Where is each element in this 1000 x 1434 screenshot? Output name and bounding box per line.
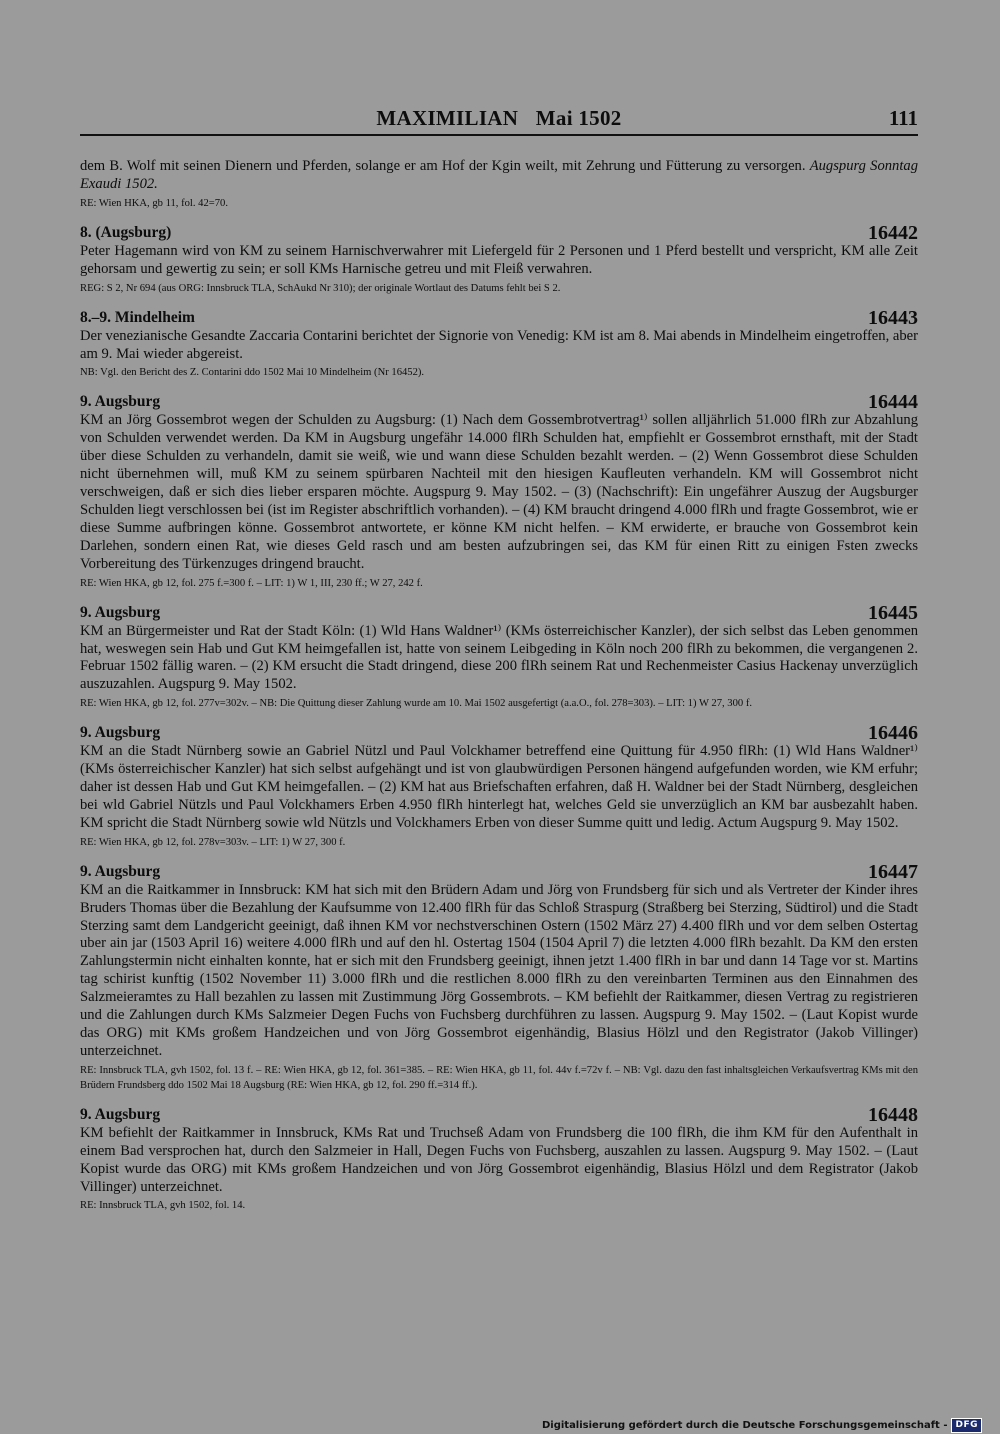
digitization-footer [542,1418,982,1432]
entry-body: KM an die Raitkammer in Innsbruck: KM hat sich mit den Brüdern Adam und Jörg von Frundsberg für sich und als Vertreter der Kinder ihres Bruders Thomas über die Bezahlung der Kaufsumme von 12.400 flRh für das Schloß Straspurg (Straßberg bei Sterzing, Südtirol) und die Stadt Sterzing samt dem Landgericht geeinigt, daß ihnen KM vor nechstverschinen Ostern (1502 März 27) 4.400 flRh und vor dem selben Ostertag uber ain jar (1503 April 16) weitere 4.000 flRh und auf den hl. Ostertag 1504 (1504 April 7) die letzten 4.000 flRh bezahlt. Da KM den ersten Zahlungstermin nicht einhalten konnte, hat er sich mit den Frundsberg geeinigt, ihnen jetzt 1.400 flRh in bar und dann 14 Tage vor st. Martins tag schirist kunftig (1502 November 11) 3.000 flRh und die restlichen 8.000 flRh zu den vereinbarten Terminen aus den Einnahmen des Salzmeieramtes zu Hall bezahlen zu lassen mit Zustimmung Jörg Gossembrots. – KM befiehlt der Raitkammer, diesen Vertrag zu registrieren und die Zahlungen durch KMs Salzmeier Degen Fuchs von Fuchsberg durchführen zu lassen. Augspurg 9. May 1502. – (Laut Kopist wurde das ORG) mit KMs großem Handzeichen und von Jörg Gossembrot eigenhändig, Blasius Hölzl und den Registrator (Jakob Villinger) unterzeichnet. [80,881,918,1059]
register-entry-16442 [80,222,918,296]
entry-date: 9. Augsburg [80,724,161,742]
entry-body: Peter Hagemann wird von KM zu seinem Harnischverwahrer mit Liefergeld für 2 Personen und 1 Pferd bestellt und verspricht, KM alle Zeit gehorsam und gewertig zu sein; er soll KMs Harnische getreu und mit Fleiß verwahren. [80,242,918,277]
entry-reference: RE: Innsbruck TLA, gvh 1502, fol. 14. [80,1200,246,1212]
entry-reference: RE: Wien HKA, gb 11, fol. 42=70. [80,197,228,209]
entry-date: 9. Augsburg [80,862,161,880]
entry-number: 16445 [868,601,918,624]
header-title [80,106,918,131]
register-entry-16447 [80,861,918,1093]
dfg-logo-icon: DFG [951,1418,982,1433]
register-entry-16444 [80,391,918,590]
continued-entry [80,158,918,211]
entry-heading [80,391,918,412]
entry-date: 9. Augsburg [80,1105,161,1123]
entry-heading [80,722,918,743]
entry-body: Der venezianische Gesandte Zaccaria Contarini berichtet der Signorie von Venedig: KM ist am 8. Mai abends in Mindelheim eingetroffen, aber am 9. Mai wieder abgereist. [80,327,918,362]
entry-reference: RE: Innsbruck TLA, gvh 1502, fol. 13 f. – RE: Wien HKA, gb 12, fol. 361=385. – RE: Wien HKA, gb 11, fol. 44v f.=72v f. – NB: Vgl. dazu den fast inhaltsgleichen Verkaufsvertrag KMs mit den Brüdern Frundsberg ddo 1502 Mai 18 Augsburg (RE: Wien HKA, gb 12, fol. 290 ff.=314 ff.). [80,1064,918,1091]
entry-reference: NB: Vgl. den Bericht des Z. Contarini ddo 1502 Mai 10 Mindelheim (Nr 16452). [80,367,425,379]
running-header [80,106,918,136]
register-entry-16445 [80,602,918,712]
entry-number: 16443 [868,306,918,329]
entry-reference: REG: S 2, Nr 694 (aus ORG: Innsbruck TLA, SchAukd Nr 310); der originale Wortlaut des Datums fehlt bei S 2. [80,282,561,294]
entry-body: KM an die Stadt Nürnberg sowie an Gabriel Nützl und Paul Volckhamer betreffend eine Quittung für 4.950 flRh: (1) Wld Hans Waldner¹⁾ (KMs österreichischer Kanzler) hat sich selbst aufgehängt und ist von glaubwürdigen Personen hängend aufgefunden worden, wie KM erfuhr; daher ist dessen Hab und Gut KM heimgefallen. – (2) KM hat aus Briefschaften erfahren, daß H. Waldner bei der Stadt Nürnberg, desgleichen bei wld Gabriel Nützls und Paul Volckhamers Erben 4.950 flRh hinterlegt hat, welches Geld sie unverzüglich an KM bar ausbezahlt haben. KM spricht die Stadt Nürnberg sowie wld Nützls und Volckhamers Erben von dieser Summe quitt und ledig. Actum Augspurg 9. May 1502. [80,743,918,831]
entry-number: 16442 [868,221,918,244]
entry-date: 8. (Augsburg) [80,223,172,241]
register-entry-16443 [80,307,918,381]
entry-heading [80,602,918,623]
entry-reference: RE: Wien HKA, gb 12, fol. 275 f.=300 f. – LIT: 1) W 1, III, 230 ff.; W 27, 242 f. [80,577,423,589]
entry-number: 16444 [868,391,918,414]
entry-body: KM befiehlt der Raitkammer in Innsbruck, KMs Rat und Truchseß Adam von Frundsberg die 100 flRh, die ihm KM für den Aufenthalt in einem Bad versprochen hat, durch den Salzmeier in Hall, Degen Fuchs von Fuchsberg, auszahlen zu lassen. Augspurg 9. May 1502. – (Laut Kopist wurde das ORG) mit KMs großem Handzeichen und von Jörg Gossembrot eigenhändig, Blasius Hölzl und dem Registrator (Jakob Villinger) unterzeichnet. [80,1124,918,1195]
page-number: 111 [888,106,918,130]
footer-credit: Digitalisierung gefördert durch die Deutsche Forschungsgemeinschaft - [541,1419,948,1431]
entry-body: KM an Jörg Gossembrot wegen der Schulden zu Augsburg: (1) Nach dem Gossembrotvertrag¹⁾ sollen alljährlich 51.000 flRh zur Abzahlung von Schulden verwendet werden. Da KM in Augsburg ungefähr 14.000 flRh Schulden hat, empfiehlt er Gossembrot ernsthaft, mit der Stadt über diese Schulden zu verhandeln, damit sie weiß, wie und wann diese Schulden bezahlt werden. – (2) Wenn Gossembrot diese Schulden nicht übernehmen will, muß KM zu seinem spürbaren Nachteil mit den hiesigen Kaufleuten verhandeln. KM will Gossembrot nicht verschweigen, daß er sich dies lieber ersparen möchte. Augspurg 9. May 1502. – (3) (Nachschrift): Ein ungefährer Auszug der Augsburger Schulden liegt verschlossen bei (ist im Register abschriftlich vorhanden). – (4) KM braucht dringend 4.000 flRh und fragte Gossembrot, wie er diese Summe aufbringen könne. Gossembrot antwortete, er könne KM nicht helfen. – KM erwiderte, er brauche von Gossembrot kein Darlehen, sondern einen Rat, wie dieses Geld rasch und am besten aufzubringen sei, das KM für einen Ritt zu einigen Fsten zwecks Vorbereitung des Türkenzuges dringend braucht. [80,412,918,572]
main-content [80,158,918,1224]
entry-body: KM an Bürgermeister und Rat der Stadt Köln: (1) Wld Hans Waldner¹⁾ (KMs österreichischer Kanzler), der sich selbst das Leben genommen hat, weswegen sein Hab und Gut KM heimgefallen ist, hatte von seinem Leibgeding in Köln noch 200 flRh zu bekommen, die vergangenen 2. Februar 1502 fällig waren. – (2) KM ersucht die Stadt dringend, diese 200 flRh seinem Rat und Rechenmeister Casius Hackenay unverzüglich auszuzahlen. Augspurg 9. May 1502. [80,622,918,693]
dating-clause: Augspurg Sonntag Exaudi 1502. [80,158,918,192]
entry-body: dem B. Wolf mit seinen Dienern und Pferden, solange er am Hof der Kgin weilt, mit Zehrung und Fütterung zu versorgen. Augspurg Sonntag Exaudi 1502. [80,158,918,192]
entry-heading [80,861,918,882]
entry-heading [80,1104,918,1125]
entry-heading [80,222,918,243]
header-title-right: Mai 1502 [535,106,622,130]
entry-date: 8.–9. Mindelheim [80,308,195,326]
register-entry-16448 [80,1104,918,1214]
entry-number: 16447 [868,860,918,883]
entry-date: 9. Augsburg [80,393,161,411]
header-title-left: MAXIMILIAN [376,106,519,130]
entry-reference: RE: Wien HKA, gb 12, fol. 277v=302v. – NB: Die Quittung dieser Zahlung wurde am 10. Mai 1502 ausgefertigt (a.a.O., fol. 278=303). – LIT: 1) W 27, 300 f. [80,698,753,710]
register-entry-16446 [80,722,918,850]
entry-number: 16448 [868,1103,918,1126]
entry-number: 16446 [868,722,918,745]
entry-date: 9. Augsburg [80,603,161,621]
entry-heading [80,307,918,328]
entry-reference: RE: Wien HKA, gb 12, fol. 278v=303v. – LIT: 1) W 27, 300 f. [80,836,346,848]
